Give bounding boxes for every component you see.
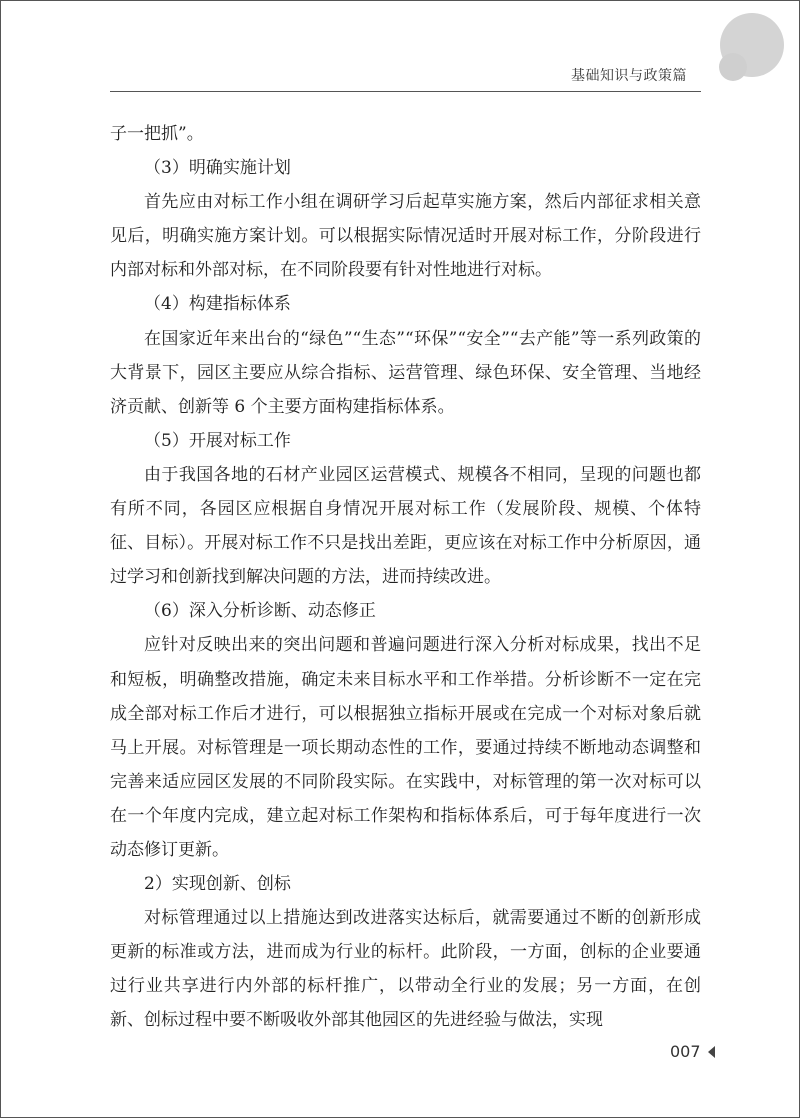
paragraph: 由于我国各地的石材产业园区运营模式、规模各不相同，呈现的问题也都有所不同，各园区应根据自身情况开展对标工作（发展阶段、规模、个体特征、目标）。开展对标工作不只是找出差距，更应该在对标工作中分析原因，通过学习和创新找到解决问题的方法，进而持续改进。 [110, 464, 701, 588]
decorative-circle-small [719, 53, 747, 81]
running-header: 基础知识与政策篇 [571, 68, 687, 84]
section-heading: （6）深入分析诊断、动态修正 [144, 601, 376, 622]
page-number: 007 [670, 1042, 701, 1061]
triangle-left-icon [708, 1046, 715, 1058]
body-text [110, 117, 701, 1038]
paragraph-continuation: 子一把抓”。 [110, 124, 204, 144]
section-heading: （5）开展对标工作 [144, 430, 291, 451]
paragraph: 应针对反映出来的突出问题和普遍问题进行深入分析对标成果，找出不足和短板，明确整改措施，确定未来目标水平和工作举措。分析诊断不一定在完成全部对标工作后才进行，可以根据独立指标开展或在完成一个对标对象后就马上开展。对标管理是一项长期动态性的工作，要通过持续不断地动态调整和完善来适应园区发展的不同阶段实际。在实践中，对标管理的第一次对标可以在一个年度内完成，建立起对标工作架构和指标体系后，可于每年度进行一次动态修订更新。 [110, 635, 701, 860]
header-rule [110, 91, 701, 92]
paragraph: 对标管理通过以上措施达到改进落实达标后，就需要通过不断的创新形成更新的标准或方法，进而成为行业的标杆。此阶段，一方面，创标的企业要通过行业共享进行内外部的标杆推广，以带动全行业的发展；另一方面，在创新、创标过程中要不断吸收外部其他园区的先进经验与做法，实现 [110, 908, 701, 1031]
section-heading: 2）实现创新、创标 [144, 874, 291, 895]
paragraph: 在国家近年来出台的“绿色”“生态”“环保”“安全”“去产能”等一系列政策的大背景下，园区主要应从综合指标、运营管理、绿色环保、安全管理、当地经济贡献、创新等 6 个主要方面构建指标体系。 [110, 328, 701, 417]
section-heading: （4）构建指标体系 [144, 294, 291, 315]
paragraph: 首先应由对标工作小组在调研学习后起草实施方案，然后内部征求相关意见后，明确实施方案计划。可以根据实际情况适时开展对标工作，分阶段进行内部对标和外部对标，在不同阶段要有针对性地进行对标。 [110, 192, 701, 281]
section-heading: （3）明确实施计划 [144, 158, 291, 179]
